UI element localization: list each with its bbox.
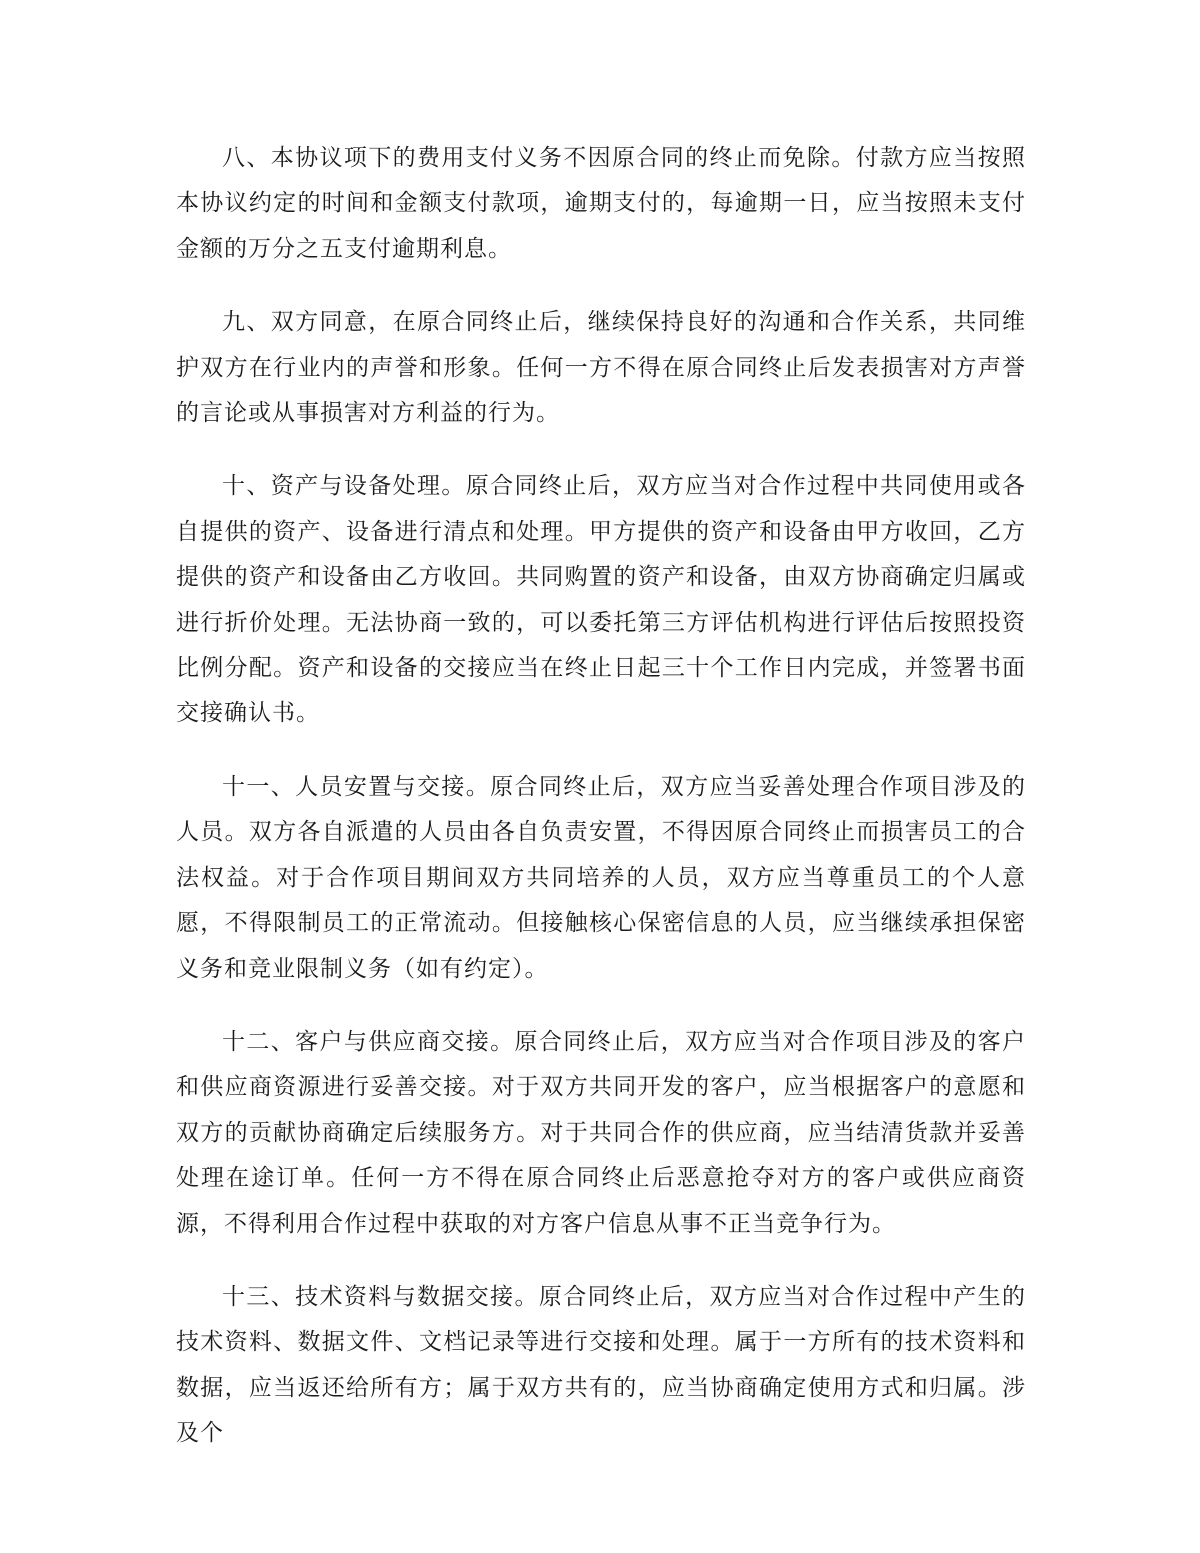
- clause-11-paragraph: 十一、人员安置与交接。原合同终止后，双方应当妥善处理合作项目涉及的人员。双方各自派遣的人员由各自负责安置，不得因原合同终止而损害员工的合法权益。对于合作项目期间双方共同培养的人员，双方应当尊重员工的个人意愿，不得限制员工的正常流动。但接触核心保密信息的人员，应当继续承担保密义务和竞业限制义务（如有约定）。: [176, 773, 1026, 982]
- clause-13-paragraph: 十三、技术资料与数据交接。原合同终止后，双方应当对合作过程中产生的技术资料、数据文件、文档记录等进行交接和处理。属于一方所有的技术资料和数据，应当返还给所有方；属于双方共有的，应当协商确定使用方式和归属。涉及个: [176, 1283, 1026, 1447]
- document-body: [176, 136, 1026, 1457]
- clause-9-paragraph: 九、双方同意，在原合同终止后，继续保持良好的沟通和合作关系，共同维护双方在行业内的声誉和形象。任何一方不得在原合同终止后发表损害对方声誉的言论或从事损害对方利益的行为。: [176, 309, 1026, 427]
- clause-10-paragraph: 十、资产与设备处理。原合同终止后，双方应当对合作过程中共同使用或各自提供的资产、设备进行清点和处理。甲方提供的资产和设备由甲方收回，乙方提供的资产和设备由乙方收回。共同购置的资产和设备，由双方协商确定归属或进行折价处理。无法协商一致的，可以委托第三方评估机构进行评估后按照投资比例分配。资产和设备的交接应当在终止日起三十个工作日内完成，并签署书面交接确认书。: [176, 473, 1026, 727]
- clause-12-paragraph: 十二、客户与供应商交接。原合同终止后，双方应当对合作项目涉及的客户和供应商资源进行妥善交接。对于双方共同开发的客户，应当根据客户的意愿和双方的贡献协商确定后续服务方。对于共同合作的供应商，应当结清货款并妥善处理在途订单。任何一方不得在原合同终止后恶意抢夺对方的客户或供应商资源，不得利用合作过程中获取的对方客户信息从事不正当竞争行为。: [176, 1028, 1026, 1237]
- clause-8-paragraph: 八、本协议项下的费用支付义务不因原合同的终止而免除。付款方应当按照本协议约定的时间和金额支付款项，逾期支付的，每逾期一日，应当按照未支付金额的万分之五支付逾期利息。: [176, 145, 1026, 262]
